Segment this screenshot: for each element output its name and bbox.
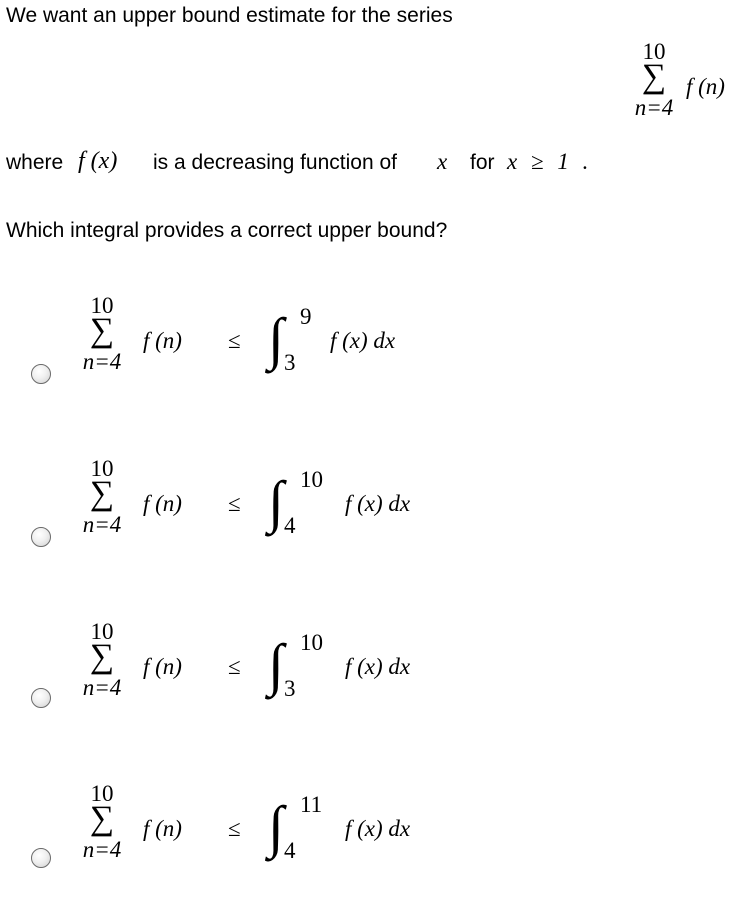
less-equal-sign: ≤ (228, 491, 241, 516)
option-2[interactable] (0, 457, 756, 577)
sum-lower-limit: n=4 (82, 675, 122, 700)
integral-symbol: ∫ (268, 632, 284, 697)
integrand: f (x) dx (345, 816, 411, 841)
sum-term: f (n) (143, 654, 182, 679)
sum-upper-limit: 10 (90, 456, 114, 481)
variable-x: x (437, 149, 448, 174)
sum-term: f (n) (143, 491, 182, 516)
sum-term: f (n) (143, 816, 182, 841)
sum-upper-limit: 10 (90, 781, 114, 806)
integrand: f (x) dx (345, 654, 411, 679)
option-3[interactable] (0, 620, 756, 740)
radio-button-option-2[interactable] (31, 527, 51, 547)
sigma-symbol: ∑ (641, 58, 667, 95)
integral-lower-limit: 4 (284, 513, 296, 538)
less-equal-sign: ≤ (228, 816, 241, 841)
integral-symbol: ∫ (268, 306, 284, 371)
series-term: f (n) (686, 74, 725, 99)
question-text: Which integral provides a correct upper bound? (6, 219, 448, 242)
intro-text: We want an upper bound estimate for the series (6, 4, 453, 27)
sigma-symbol: ∑ (89, 312, 115, 349)
sum-lower-limit: n=4 (82, 512, 122, 537)
decreasing-text: is a decreasing function of (153, 151, 397, 174)
integral-upper-limit: 10 (300, 467, 323, 492)
sigma-symbol: ∑ (89, 638, 115, 675)
sum-lower-limit: n=4 (82, 349, 122, 374)
integrand: f (x) dx (345, 491, 411, 516)
integral-upper-limit: 11 (300, 792, 323, 817)
for-label: for (470, 151, 495, 174)
sum-lower-limit: n=4 (82, 837, 122, 862)
sum-upper-limit: 10 (90, 293, 114, 318)
integrand: f (x) dx (330, 328, 396, 353)
radio-button-option-1[interactable] (31, 364, 51, 384)
integral-symbol: ∫ (268, 469, 284, 534)
series-lower-limit: n=4 (634, 95, 674, 120)
radio-button-option-3[interactable] (31, 688, 51, 708)
condition: x ≥ 1 . (507, 149, 589, 174)
integral-upper-limit: 9 (300, 304, 312, 329)
less-equal-sign: ≤ (228, 654, 241, 679)
integral-symbol: ∫ (268, 794, 284, 859)
option-1[interactable] (0, 294, 756, 414)
integral-lower-limit: 4 (284, 838, 296, 863)
less-equal-sign: ≤ (228, 328, 241, 353)
sum-term: f (n) (143, 328, 182, 353)
integral-lower-limit: 3 (284, 676, 296, 701)
integral-upper-limit: 10 (300, 630, 323, 655)
function-fx: f (x) (78, 148, 118, 174)
sum-upper-limit: 10 (90, 619, 114, 644)
integral-lower-limit: 3 (284, 350, 296, 375)
series-upper-limit: 10 (642, 39, 666, 64)
where-label: where (6, 151, 64, 174)
sigma-symbol: ∑ (89, 800, 115, 837)
sigma-symbol: ∑ (89, 475, 115, 512)
option-4[interactable] (0, 782, 756, 902)
radio-button-option-4[interactable] (31, 848, 51, 868)
